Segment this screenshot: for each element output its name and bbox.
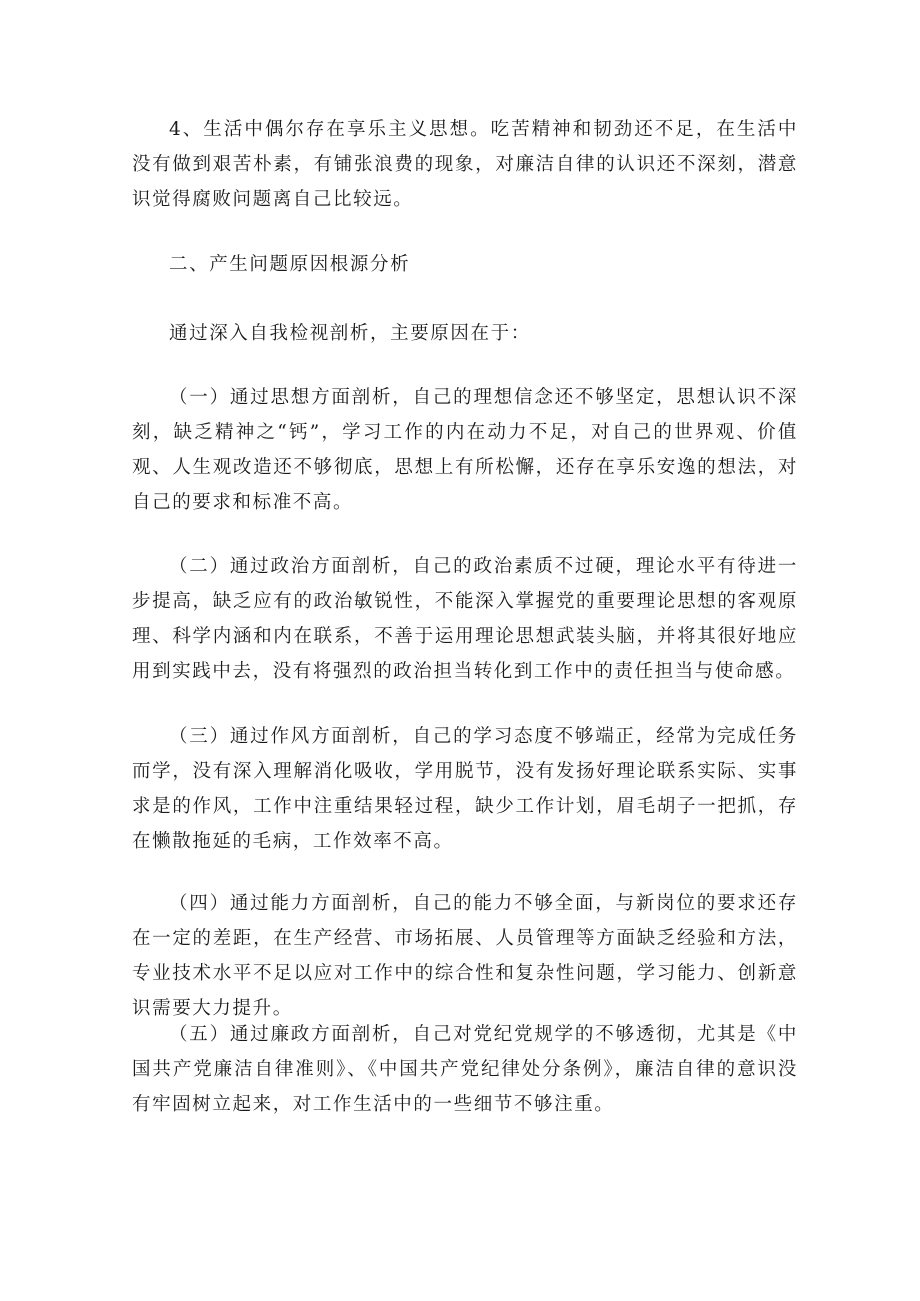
paragraph-thought: （一）通过思想方面剖析，自己的理想信念还不够坚定，思想认识不深刻，缺乏精神之“钙”，学习工作的内在动力不足，对自己的世界观、价值观、人生观改造还不够彻底，思想上有所松懈，还存在享乐安逸的想法，对自己的要求和标准不高。 <box>132 387 798 513</box>
paragraph-ability: （四）通过能力方面剖析，自己的能力不够全面，与新岗位的要求还存在一定的差距，在生产经营、市场拓展、人员管理等方面缺乏经验和方法，专业技术水平不足以应对工作中的综合性和复杂性问题，学习能力、创新意识需要大力提升。 <box>132 893 798 1019</box>
paragraph-style: （三）通过作风方面剖析，自己的学习态度不够端正，经常为完成任务而学，没有深入理解消化吸收，学用脱节，没有发扬好理论联系实际、实事求是的作风，工作中注重结果轻过程，缺少工作计划，眉毛胡子一把抓，存在懒散拖延的毛病，工作效率不高。 <box>132 726 798 852</box>
paragraph-politics: （二）通过政治方面剖析，自己的政治素质不过硬，理论水平有待进一步提高，缺乏应有的政治敏锐性，不能深入掌握党的重要理论思想的客观原理、科学内涵和内在联系，不善于运用理论思想武装头脑，并将其很好地应用到实践中去，没有将强烈的政治担当转化到工作中的责任担当与使命感。 <box>132 556 798 682</box>
paragraph-intro: 通过深入自我检视剖析，主要原因在于： <box>169 323 531 344</box>
section-heading-root-cause: 二、产生问题原因根源分析 <box>169 254 411 275</box>
paragraph-integrity: （五）通过廉政方面剖析，自己对党纪党规学的不够透彻，尤其是《中国共产党廉洁自律准则》、《中国共产党纪律处分条例》，廉洁自律的意识没有牢固树立起来，对工作生活中的一些细节不够注重。 <box>132 1024 798 1115</box>
paragraph-hedonism: 4、生活中偶尔存在享乐主义思想。吃苦精神和韧劲还不足，在生活中没有做到艰苦朴素，有铺张浪费的现象，对廉洁自律的认识还不深刻，潜意识觉得腐败问题离自己比较远。 <box>132 119 798 210</box>
